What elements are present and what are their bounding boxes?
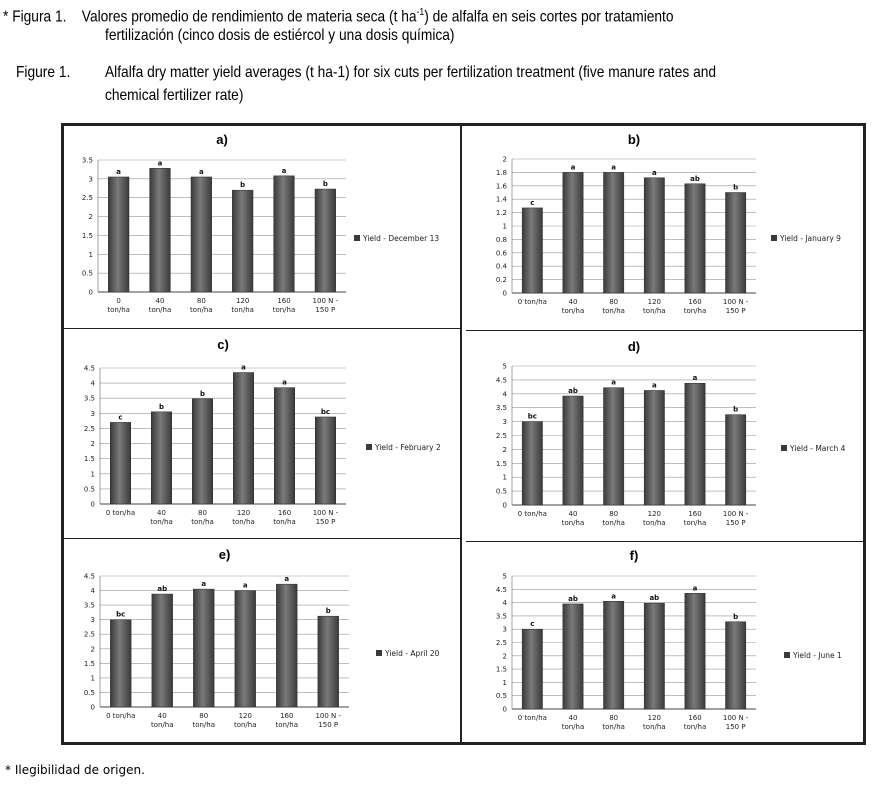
x-tick-label-d-1-1: ton/ha — [561, 519, 585, 527]
y-tick-label-a-7: 3.5 — [81, 156, 93, 165]
y-tick-label-e-7: 3.5 — [83, 601, 95, 610]
chart-d — [466, 331, 863, 541]
bar-d-3 — [644, 390, 664, 505]
bar-label-d-2: a — [611, 378, 617, 387]
x-tick-label-b-1-1: ton/ha — [561, 307, 585, 315]
bar-label-b-2: a — [611, 163, 617, 172]
y-tick-label-b-2: 0.4 — [495, 262, 507, 271]
bar-label-d-0: bc — [527, 412, 537, 421]
bar-label-c-0: c — [118, 413, 123, 422]
x-tick-label-e-3-1: ton/ha — [233, 721, 257, 729]
chart-e — [64, 539, 460, 742]
x-tick-label-c-1-0: 40 — [157, 509, 166, 517]
y-tick-label-b-10: 2 — [502, 155, 507, 164]
bar-e-1 — [152, 594, 173, 707]
y-tick-label-e-2: 1 — [90, 674, 95, 683]
caption-es-label: Figura 1. — [12, 8, 67, 26]
caption-es-marker: * — [3, 8, 9, 26]
bar-f-4 — [685, 593, 705, 709]
bar-b-2 — [604, 172, 624, 293]
y-tick-label-a-3: 1.5 — [81, 231, 93, 240]
x-tick-label-e-3-0: 120 — [238, 712, 252, 720]
chart-c — [64, 329, 460, 538]
chart-f — [466, 542, 863, 742]
bar-a-1 — [150, 168, 171, 292]
bar-label-c-4: a — [282, 378, 287, 387]
y-tick-label-e-3: 1.5 — [83, 659, 95, 668]
x-tick-label-f-1-1: ton/ha — [561, 723, 585, 731]
x-tick-label-a-0-0: 0 — [116, 297, 121, 305]
bar-e-0 — [110, 620, 131, 707]
legend-label-c: Yield - February 2 — [375, 443, 441, 452]
x-tick-label-a-5-1: 150 P — [315, 306, 336, 314]
x-tick-label-c-4-0: 160 — [277, 509, 292, 517]
bar-label-b-4: ab — [690, 174, 700, 183]
bar-label-e-0: bc — [116, 610, 126, 619]
x-tick-label-a-5-0: 100 N - — [312, 297, 339, 305]
bar-f-5 — [726, 622, 746, 709]
legend-swatch-f — [784, 652, 790, 658]
bar-label-f-3: ab — [649, 594, 660, 603]
bar-label-c-1: b — [158, 402, 165, 411]
y-tick-label-f-5: 2.5 — [495, 639, 507, 647]
legend-swatch-e — [376, 650, 382, 656]
bar-c-5 — [315, 417, 336, 504]
y-tick-label-d-6: 3 — [502, 418, 507, 427]
x-tick-label-e-2-1: ton/ha — [192, 721, 216, 729]
x-tick-label-f-3-0: 120 — [647, 714, 662, 722]
x-tick-label-e-5-1: 150 P — [318, 721, 339, 729]
y-tick-label-c-3: 1.5 — [83, 455, 95, 464]
y-tick-label-c-2: 1 — [90, 470, 95, 479]
bar-label-b-5: b — [733, 183, 739, 192]
bar-label-a-2: a — [198, 167, 204, 176]
bar-label-f-1: ab — [568, 594, 578, 603]
x-tick-label-a-0-1: ton/ha — [107, 306, 130, 314]
x-tick-label-a-4-0: 160 — [277, 297, 291, 305]
y-tick-label-b-0: 0 — [502, 289, 507, 298]
y-tick-label-b-8: 1.6 — [495, 182, 507, 191]
y-tick-label-f-1: 0.5 — [495, 692, 507, 701]
x-tick-label-b-1-0: 40 — [568, 298, 578, 306]
bar-label-a-0: a — [116, 167, 122, 176]
bar-label-b-3: a — [651, 168, 657, 177]
x-tick-label-d-3-1: ton/ha — [643, 519, 666, 527]
bar-e-2 — [193, 589, 214, 707]
y-tick-label-e-0: 0 — [90, 703, 95, 712]
x-tick-label-c-3-1: ton/ha — [232, 518, 255, 526]
bar-f-1 — [563, 604, 583, 709]
chart-a — [64, 126, 460, 328]
x-tick-label-f-2-0: 80 — [609, 714, 619, 722]
legend-label-e: Yield - April 20 — [385, 649, 440, 658]
chart-title-d: d) — [627, 339, 641, 354]
y-tick-label-d-2: 1 — [502, 473, 507, 482]
legend-swatch-a — [354, 235, 360, 241]
y-tick-label-e-6: 3 — [90, 616, 95, 625]
x-tick-label-a-4-1: ton/ha — [272, 306, 296, 314]
x-tick-label-a-1-1: ton/ha — [148, 306, 172, 314]
x-tick-label-c-1-1: ton/ha — [150, 518, 173, 526]
bar-b-5 — [726, 193, 746, 294]
y-tick-label-a-4: 2 — [88, 213, 93, 222]
x-tick-label-e-1-0: 40 — [157, 712, 167, 720]
bar-d-1 — [563, 396, 583, 505]
y-tick-label-b-6: 1.2 — [495, 209, 507, 218]
x-tick-label-a-3-1: ton/ha — [231, 306, 254, 314]
y-tick-label-c-5: 2.5 — [83, 424, 95, 433]
y-tick-label-a-2: 1 — [88, 250, 93, 259]
chart-panel-f — [466, 542, 863, 742]
x-tick-label-b-5-1: 150 P — [725, 307, 746, 315]
y-tick-label-d-8: 4 — [502, 390, 507, 399]
y-tick-label-e-4: 2 — [90, 645, 95, 654]
bar-label-d-4: a — [692, 374, 698, 383]
caption-es-line1 — [3, 2, 674, 27]
legend-label-d: Yield - March 4 — [790, 444, 846, 453]
chart-title-e: e) — [218, 547, 231, 562]
x-tick-label-c-2-0: 80 — [198, 509, 207, 517]
x-tick-label-e-0-0: 0 ton/ha — [106, 712, 136, 720]
legend-swatch-c — [366, 444, 372, 450]
bar-d-2 — [604, 388, 624, 505]
x-tick-label-b-0-0: 0 ton/ha — [517, 298, 547, 306]
bar-d-0 — [522, 422, 542, 505]
x-tick-label-f-4-0: 160 — [688, 714, 702, 722]
y-tick-label-d-1: 0.5 — [495, 487, 507, 496]
y-tick-label-b-7: 1.4 — [495, 195, 507, 204]
bar-label-a-3: b — [240, 181, 246, 190]
x-tick-label-b-3-0: 120 — [647, 298, 662, 306]
x-tick-label-b-3-1: ton/ha — [643, 307, 666, 315]
y-tick-label-d-3: 1.5 — [495, 459, 507, 468]
y-tick-label-c-0: 0 — [90, 500, 95, 509]
x-tick-label-b-5-0: 100 N - — [722, 298, 749, 306]
bar-e-3 — [235, 591, 256, 707]
x-tick-label-f-5-1: 150 P — [725, 723, 746, 731]
chart-title-b: b) — [627, 132, 641, 147]
caption-en-line1: Alfalfa dry matter yield averages (t ha-1) for six cuts per fertilization treatment (five manure rates and — [105, 64, 717, 81]
y-tick-label-d-5: 2.5 — [495, 432, 507, 440]
bar-label-f-4: a — [692, 584, 698, 593]
x-tick-label-f-1-0: 40 — [568, 714, 578, 722]
x-tick-label-d-3-0: 120 — [647, 510, 662, 518]
x-tick-label-a-2-0: 80 — [196, 297, 206, 305]
bar-a-4 — [274, 176, 295, 292]
y-tick-label-d-7: 3.5 — [495, 404, 507, 413]
bar-b-4 — [685, 184, 705, 293]
y-tick-label-d-4: 2 — [502, 445, 507, 454]
bar-c-4 — [274, 388, 295, 504]
bar-label-a-5: b — [322, 180, 328, 189]
bar-b-3 — [644, 178, 664, 293]
bar-label-f-5: b — [733, 612, 739, 621]
bar-label-a-1: a — [157, 159, 163, 168]
x-tick-label-e-4-0: 160 — [280, 712, 294, 720]
x-tick-label-d-5-1: 150 P — [725, 519, 746, 527]
chart-panel-c — [64, 329, 460, 538]
x-tick-label-b-4-0: 160 — [688, 298, 702, 306]
x-tick-label-f-0-0: 0 ton/ha — [517, 714, 547, 722]
y-tick-label-c-1: 0.5 — [83, 485, 95, 494]
bar-a-3 — [232, 190, 253, 292]
bar-label-e-1: ab — [157, 585, 168, 594]
y-tick-label-c-9: 4.5 — [83, 364, 95, 373]
y-tick-label-f-7: 3.5 — [495, 612, 507, 621]
bar-label-b-0: c — [530, 198, 535, 207]
x-tick-label-f-2-1: ton/ha — [602, 723, 625, 731]
caption-es-text-pre: Valores promedio de rendimiento de materia seca (t ha — [81, 8, 417, 26]
legend-label-f: Yield - June 1 — [793, 651, 842, 660]
bar-label-e-4: a — [284, 575, 290, 584]
y-tick-label-b-3: 0.6 — [495, 249, 507, 258]
caption-es-line2: fertilización (cinco dosis de estiércol y una dosis química) — [105, 27, 455, 44]
y-tick-label-b-9: 1.8 — [495, 168, 507, 177]
caption-en-line2: chemical fertilizer rate) — [105, 87, 244, 104]
figure-vertical-divider — [460, 126, 462, 742]
x-tick-label-a-3-0: 120 — [235, 297, 250, 305]
x-tick-label-f-3-1: ton/ha — [643, 723, 666, 731]
x-tick-label-c-5-1: 150 P — [315, 518, 336, 526]
y-tick-label-a-5: 2.5 — [81, 194, 93, 203]
legend-label-b: Yield - January 9 — [780, 234, 841, 243]
footnote: * Ilegibilidad de origen. — [5, 763, 145, 777]
x-tick-label-e-4-1: ton/ha — [275, 721, 299, 729]
legend-label-a: Yield - December 13 — [363, 234, 440, 243]
y-tick-label-f-3: 1.5 — [495, 665, 507, 674]
bar-label-e-2: a — [201, 580, 207, 589]
y-tick-label-a-6: 3 — [88, 175, 93, 184]
x-tick-label-b-2-1: ton/ha — [602, 307, 625, 315]
x-tick-label-d-2-0: 80 — [609, 510, 619, 518]
y-tick-label-c-7: 3.5 — [83, 394, 95, 403]
bar-e-4 — [276, 584, 297, 707]
y-tick-label-d-9: 4.5 — [495, 376, 507, 385]
x-tick-label-f-5-0: 100 N - — [722, 714, 749, 722]
chart-title-c: c) — [217, 337, 229, 352]
y-tick-label-e-8: 4 — [90, 587, 95, 596]
y-tick-label-e-1: 0.5 — [83, 688, 95, 697]
x-tick-label-a-1-0: 40 — [155, 297, 165, 305]
bar-f-3 — [644, 603, 664, 709]
bar-a-0 — [108, 177, 129, 292]
x-tick-label-c-5-0: 100 N - — [312, 509, 339, 517]
y-tick-label-e-9: 4.5 — [83, 572, 95, 581]
legend-swatch-d — [781, 445, 787, 451]
chart-panel-e — [64, 539, 460, 742]
bar-f-2 — [604, 601, 624, 709]
y-tick-label-d-0: 0 — [502, 501, 507, 510]
bar-label-e-3: a — [242, 581, 248, 590]
y-tick-label-c-6: 3 — [90, 409, 95, 418]
bar-label-a-4: a — [281, 166, 287, 175]
x-tick-label-d-1-0: 40 — [568, 510, 578, 518]
y-tick-label-f-2: 1 — [502, 678, 507, 687]
caption-es-sup: -1 — [416, 7, 425, 18]
x-tick-label-b-4-1: ton/ha — [683, 307, 707, 315]
x-tick-label-e-2-0: 80 — [199, 712, 209, 720]
x-tick-label-b-2-0: 80 — [609, 298, 619, 306]
y-tick-label-c-8: 4 — [90, 379, 95, 388]
chart-b — [466, 126, 863, 330]
y-tick-label-f-4: 2 — [502, 652, 507, 661]
bar-label-c-5: bc — [320, 407, 331, 416]
x-tick-label-d-0-0: 0 ton/ha — [517, 510, 547, 518]
caption-es-text-post: ) de alfalfa en seis cortes por tratamiento — [424, 8, 674, 26]
bar-c-2 — [192, 399, 213, 504]
x-tick-label-f-4-1: ton/ha — [683, 723, 707, 731]
bar-label-b-1: a — [570, 163, 576, 172]
bar-label-c-2: b — [199, 389, 206, 398]
bar-b-1 — [563, 172, 583, 293]
x-tick-label-e-1-1: ton/ha — [150, 721, 174, 729]
y-tick-label-f-9: 4.5 — [495, 585, 507, 594]
x-tick-label-d-4-1: ton/ha — [683, 519, 707, 527]
bar-c-0 — [110, 422, 131, 504]
bar-d-5 — [726, 415, 746, 505]
x-tick-label-c-0-0: 0 ton/ha — [105, 509, 136, 517]
y-tick-label-f-10: 5 — [502, 572, 507, 581]
bar-b-0 — [522, 208, 542, 293]
chart-title-f: f) — [629, 548, 639, 563]
bar-d-4 — [685, 383, 705, 505]
y-tick-label-e-5: 2.5 — [83, 630, 95, 639]
y-tick-label-d-10: 5 — [502, 362, 507, 371]
x-tick-label-e-5-0: 100 N - — [315, 712, 342, 720]
y-tick-label-b-4: 0.8 — [495, 235, 507, 244]
bar-label-d-1: ab — [568, 387, 578, 396]
chart-title-a: a) — [216, 132, 228, 147]
chart-panel-d — [466, 331, 863, 541]
bar-e-5 — [318, 616, 339, 707]
caption-en-label: Figure 1. — [16, 64, 71, 81]
y-tick-label-f-8: 4 — [502, 599, 507, 608]
bar-a-2 — [191, 177, 212, 292]
chart-panel-a — [64, 126, 460, 328]
x-tick-label-c-3-0: 120 — [236, 509, 251, 517]
legend-swatch-b — [771, 235, 777, 241]
y-tick-label-a-0: 0 — [88, 288, 93, 297]
y-tick-label-b-1: 0.2 — [495, 276, 507, 285]
bar-c-3 — [233, 373, 254, 504]
chart-panel-b — [466, 126, 863, 330]
bar-label-c-3: a — [241, 363, 246, 372]
bar-label-f-2: a — [611, 592, 617, 601]
bar-f-0 — [522, 629, 542, 709]
bar-label-f-0: c — [530, 620, 535, 629]
x-tick-label-a-2-1: ton/ha — [190, 306, 213, 314]
y-tick-label-a-1: 0.5 — [81, 269, 93, 278]
bar-label-e-5: b — [325, 607, 331, 616]
x-tick-label-c-2-1: ton/ha — [191, 518, 214, 526]
x-tick-label-d-2-1: ton/ha — [602, 519, 625, 527]
bar-label-d-5: b — [733, 405, 739, 414]
x-tick-label-c-4-1: ton/ha — [273, 518, 296, 526]
x-tick-label-d-5-0: 100 N - — [722, 510, 749, 518]
y-tick-label-f-6: 3 — [502, 625, 507, 634]
bar-a-5 — [315, 189, 336, 292]
y-tick-label-c-4: 2 — [90, 440, 95, 449]
x-tick-label-d-4-0: 160 — [688, 510, 702, 518]
y-tick-label-f-0: 0 — [502, 705, 507, 714]
y-tick-label-b-5: 1 — [502, 222, 507, 231]
bar-c-1 — [151, 412, 172, 504]
bar-label-d-3: a — [651, 381, 657, 390]
